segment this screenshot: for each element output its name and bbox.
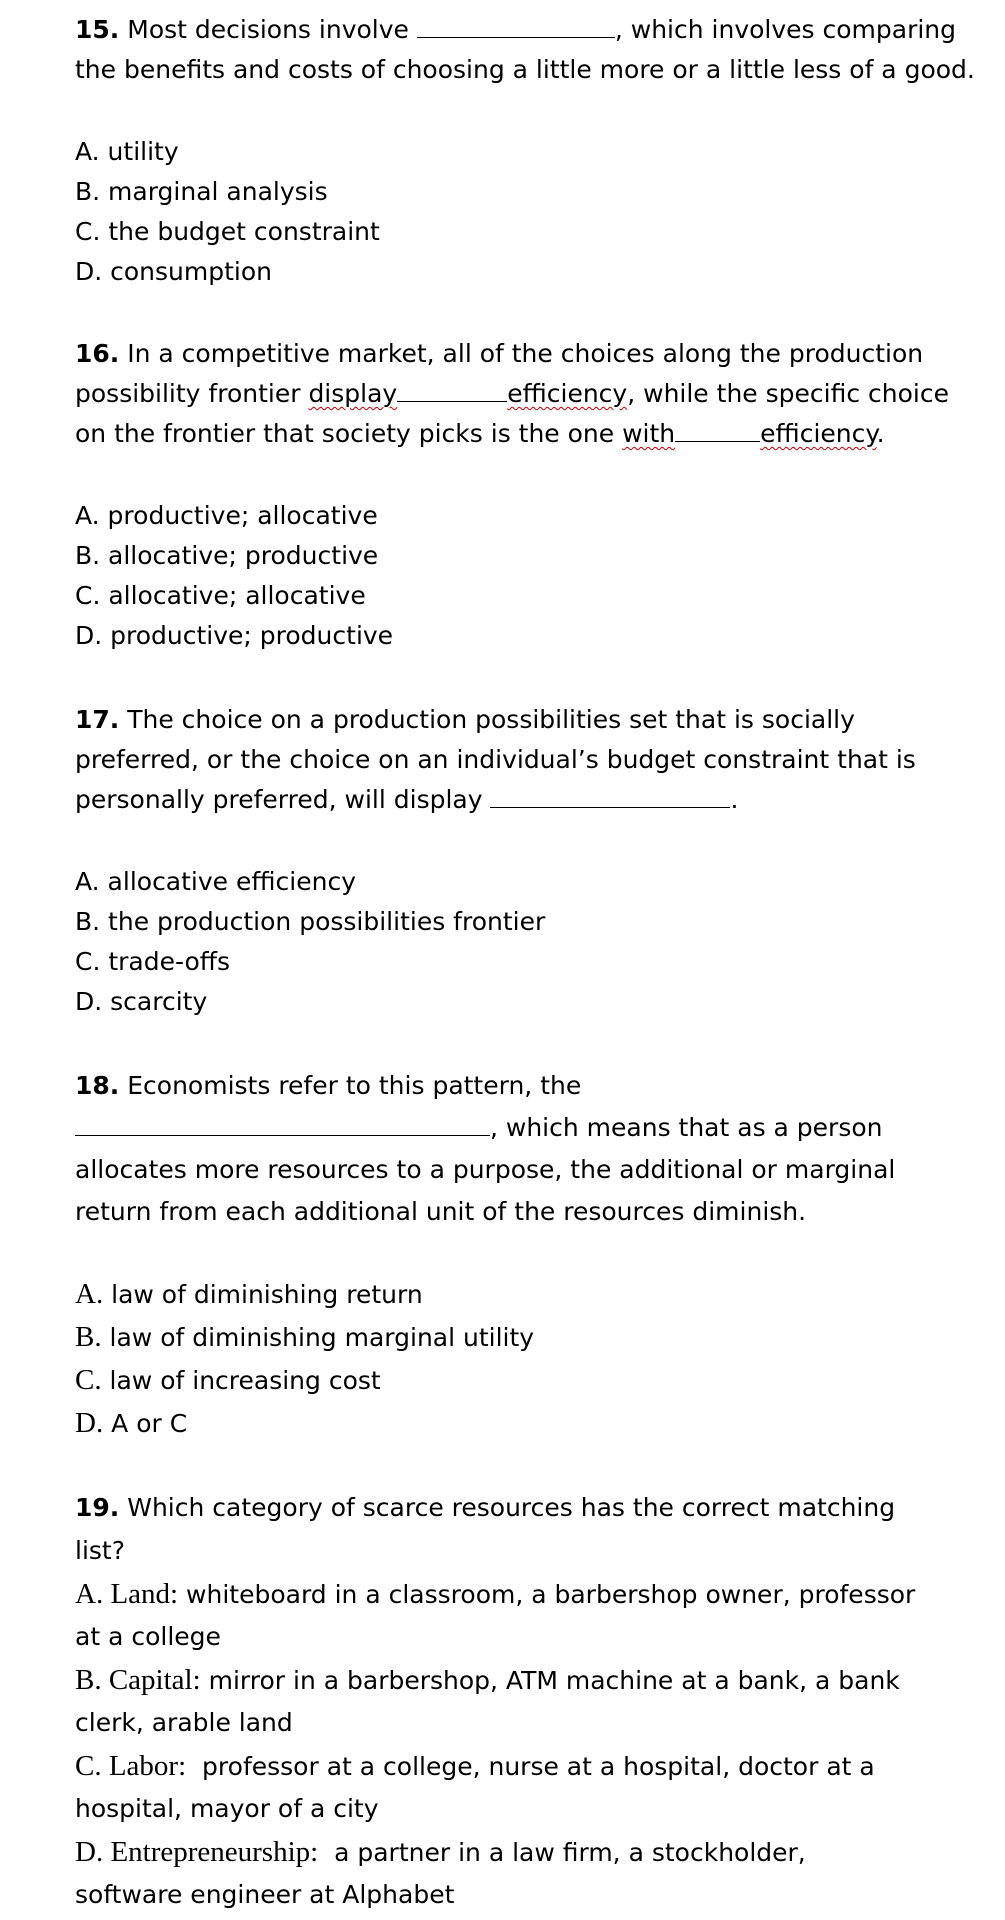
answer-blank[interactable]: [417, 15, 615, 38]
question-19-option-d-continued: software engineer at Alphabet: [75, 1880, 455, 1909]
question-16-stem-text: on the frontier that society picks is the one: [75, 419, 623, 448]
option-letter: D.: [75, 1407, 104, 1439]
question-15-option-c[interactable]: C. the budget constraint: [75, 217, 380, 246]
question-18-option-c[interactable]: [75, 1364, 381, 1397]
question-17-stem-line-3: [75, 784, 738, 816]
question-15-stem-text: , which involves comparing: [614, 15, 957, 44]
question-18-option-d[interactable]: [75, 1407, 187, 1440]
question-18-number: 18.: [75, 1071, 120, 1100]
question-16-option-c[interactable]: C. allocative; allocative: [75, 581, 366, 610]
question-19-option-a-continued: at a college: [75, 1622, 221, 1651]
question-19-stem-line-2: list?: [75, 1536, 125, 1565]
question-16-stem-line-1: [75, 338, 923, 370]
question-18-stem-line-4: return from each additional unit of the resources diminish.: [75, 1197, 807, 1226]
answer-blank[interactable]: [675, 419, 760, 442]
option-letter: B.: [75, 1321, 102, 1353]
option-letter: C.: [75, 1364, 102, 1396]
question-16-option-d[interactable]: D. productive; productive: [75, 621, 394, 650]
option-label: B. Capital:: [75, 1664, 201, 1696]
option-text: professor at a college, nurse at a hospital, doctor at a: [186, 1752, 875, 1781]
option-text: whiteboard in a classroom, a barbershop owner, professor: [178, 1580, 916, 1609]
question-17-stem-text: personally preferred, will display: [75, 785, 491, 814]
option-text: mirror in a barbershop, ATM machine at a bank, a bank: [200, 1666, 900, 1695]
question-16-stem-word: display: [308, 379, 398, 408]
question-16-stem-text: .: [876, 419, 885, 448]
question-18-option-a[interactable]: [75, 1278, 423, 1311]
question-16-option-a[interactable]: A. productive; allocative: [75, 501, 378, 530]
question-15-option-b[interactable]: B. marginal analysis: [75, 177, 328, 206]
question-16-stem-word: efficiency: [507, 379, 628, 408]
question-16-stem-word: efficiency: [760, 419, 877, 448]
question-16-stem-text: possibility frontier: [75, 379, 309, 408]
question-16-number: 16.: [75, 339, 120, 368]
question-19-number: 19.: [75, 1493, 120, 1522]
option-label: C. Labor:: [75, 1750, 187, 1782]
question-17-option-c[interactable]: C. trade-offs: [75, 947, 231, 976]
question-19-option-c[interactable]: [75, 1750, 875, 1783]
question-15-option-a[interactable]: A. utility: [75, 137, 179, 166]
option-text: law of increasing cost: [101, 1366, 381, 1395]
question-15-stem-text: Most decisions involve: [119, 15, 417, 44]
option-label: A. Land:: [75, 1578, 179, 1610]
option-label: D. Entrepreneurship:: [75, 1836, 319, 1868]
question-16-stem-line-3: [75, 418, 885, 450]
question-16-stem-line-2: [75, 378, 949, 410]
option-text: A or C: [103, 1409, 188, 1438]
question-18-stem-line-3: allocates more resources to a purpose, the additional or marginal: [75, 1155, 896, 1184]
question-15-option-d[interactable]: D. consumption: [75, 257, 273, 286]
question-17-option-b[interactable]: B. the production possibilities frontier: [75, 907, 546, 936]
question-19-option-c-continued: hospital, mayor of a city: [75, 1794, 379, 1823]
question-18-option-b[interactable]: [75, 1321, 534, 1354]
question-17-number: 17.: [75, 705, 120, 734]
question-15-number: 15.: [75, 15, 120, 44]
option-text: a partner in a law firm, a stockholder,: [318, 1838, 806, 1867]
question-16-stem-text: , while the specific choice: [627, 379, 949, 408]
question-19-option-b[interactable]: [75, 1664, 900, 1697]
question-17-stem-text: The choice on a production possibilities set that is socially: [119, 705, 855, 734]
answer-blank[interactable]: [397, 379, 507, 402]
question-16-stem-word: with: [622, 419, 676, 448]
question-18-stem-line-1: [75, 1070, 581, 1102]
question-16-stem-text: In a competitive market, all of the choices along the production: [119, 339, 924, 368]
question-17-stem-line-2: preferred, or the choice on an individual’s budget constraint that is: [75, 745, 916, 774]
question-19-stem-text: Which category of scarce resources has the correct matching: [119, 1493, 896, 1522]
option-letter: A.: [75, 1278, 104, 1310]
question-15-stem-line-2: the benefits and costs of choosing a little more or a little less of a good.: [75, 55, 975, 84]
answer-blank[interactable]: [490, 785, 730, 808]
question-19-option-a[interactable]: [75, 1578, 915, 1611]
question-18-stem-text: , which means that as a person: [490, 1113, 883, 1142]
option-text: law of diminishing return: [103, 1280, 423, 1309]
question-15-stem-line-1: [75, 14, 956, 46]
question-18-stem-text: Economists refer to this pattern, the: [119, 1071, 582, 1100]
option-text: law of diminishing marginal utility: [101, 1323, 535, 1352]
question-17-stem-line-1: [75, 704, 855, 736]
answer-blank[interactable]: [75, 1113, 490, 1136]
question-19-stem-line-1: [75, 1492, 895, 1524]
question-17-option-d[interactable]: D. scarcity: [75, 987, 208, 1016]
question-17-stem-text: .: [730, 785, 739, 814]
question-19-option-b-continued: clerk, arable land: [75, 1708, 293, 1737]
question-18-stem-line-2: [75, 1112, 883, 1144]
question-17-option-a[interactable]: A. allocative efficiency: [75, 867, 357, 896]
question-19-option-d[interactable]: [75, 1836, 806, 1869]
question-16-option-b[interactable]: B. allocative; productive: [75, 541, 379, 570]
